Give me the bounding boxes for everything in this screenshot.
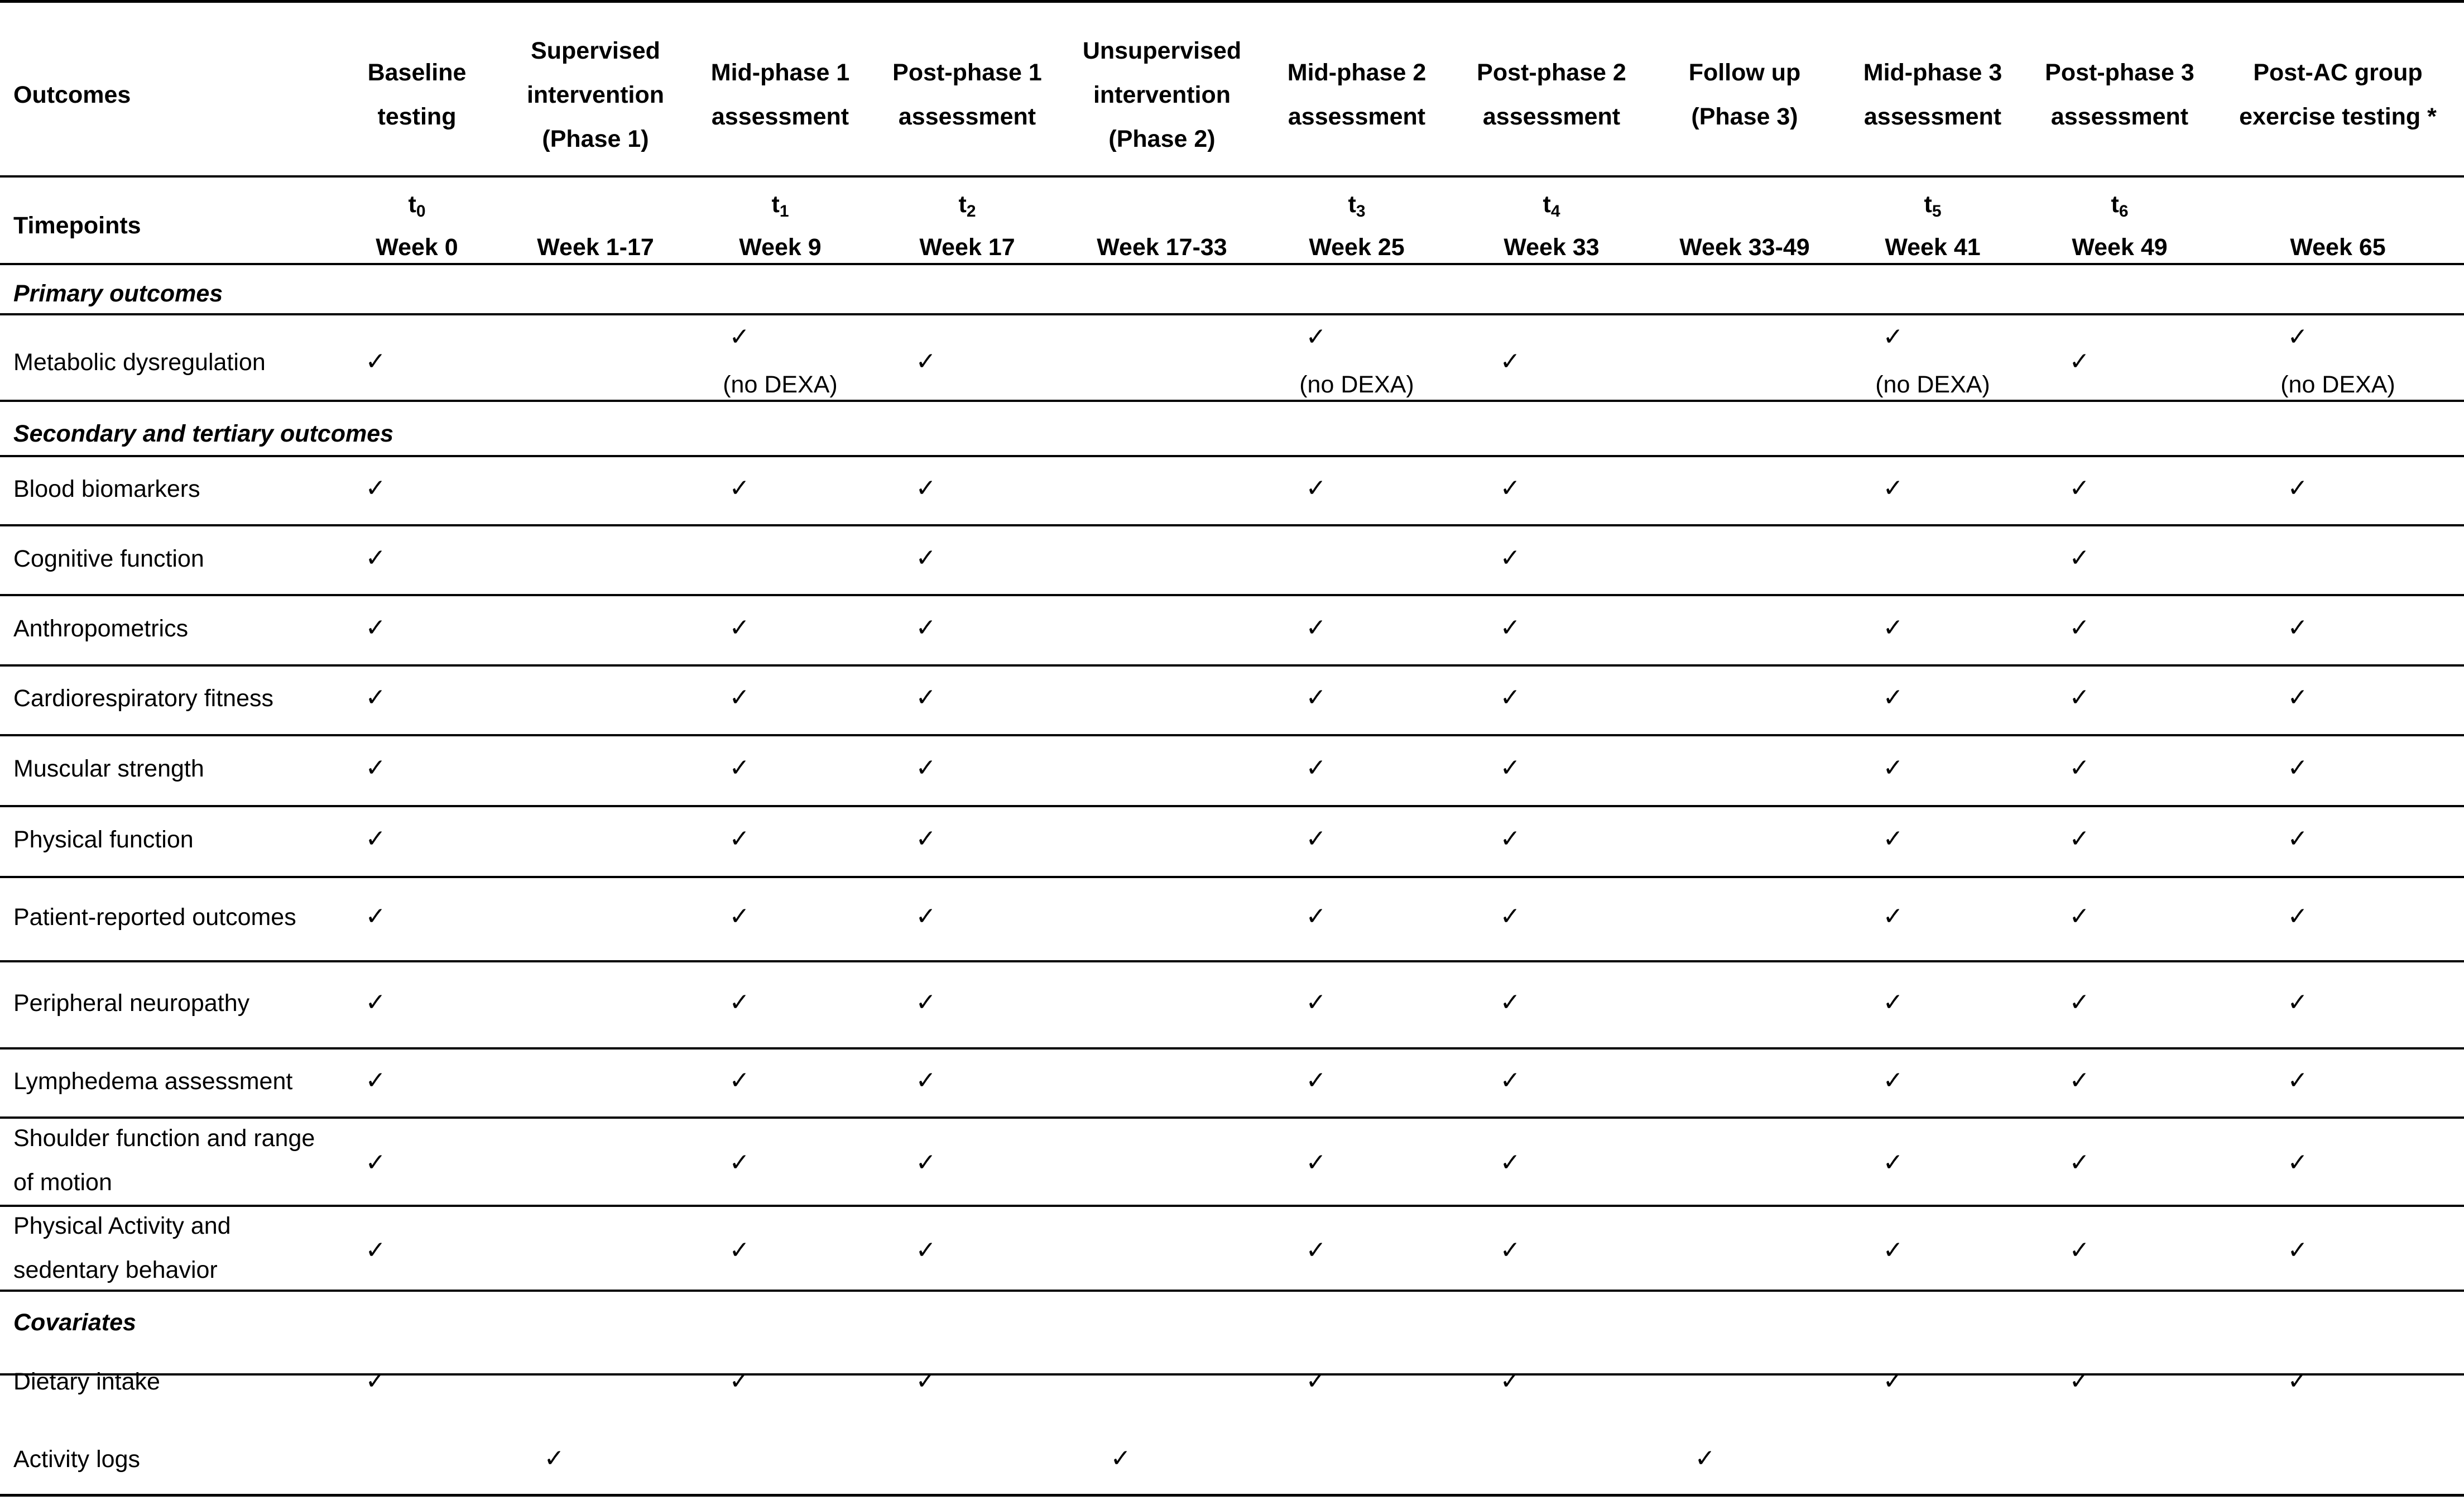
check-mark: ✓ bbox=[1305, 988, 1327, 1017]
timepoint-index: 5 bbox=[1932, 202, 1942, 221]
column-header-9: assessment bbox=[1863, 103, 2002, 130]
check-mark: ✓ bbox=[1305, 902, 1327, 931]
row-label: Physical function bbox=[13, 826, 194, 853]
check-mark: ✓ bbox=[915, 474, 936, 502]
timepoint-symbol: t bbox=[1543, 191, 1551, 218]
check-mark: ✓ bbox=[1500, 825, 1521, 853]
timepoint-week: Week 33-49 bbox=[1679, 234, 1810, 261]
check-mark: ✓ bbox=[1305, 614, 1327, 642]
row-label: Cognitive function bbox=[13, 545, 204, 572]
row-label: Muscular strength bbox=[13, 755, 204, 782]
check-mark: ✓ bbox=[365, 902, 386, 931]
table-rule bbox=[0, 594, 2464, 596]
timepoint-week: Week 1-17 bbox=[537, 234, 654, 261]
check-mark: ✓ bbox=[365, 1367, 386, 1395]
check-mark: ✓ bbox=[915, 988, 936, 1017]
check-mark: ✓ bbox=[2069, 683, 2090, 712]
row-label: Blood biomarkers bbox=[13, 476, 200, 502]
timepoint-week: Week 17-33 bbox=[1097, 234, 1227, 261]
check-mark: ✓ bbox=[2069, 614, 2090, 642]
check-mark: ✓ bbox=[1500, 614, 1521, 642]
timepoint-marker bbox=[1301, 193, 1413, 220]
table-rule bbox=[0, 1290, 2464, 1292]
column-header-9: Mid-phase 3 bbox=[1863, 59, 2002, 86]
column-header-3: assessment bbox=[711, 103, 849, 130]
no-dexa-note: (no DEXA) bbox=[1875, 371, 1990, 398]
timepoint-week: Week 9 bbox=[739, 234, 822, 261]
table-rule bbox=[0, 664, 2464, 667]
check-mark: ✓ bbox=[915, 614, 936, 642]
column-header-1: testing bbox=[377, 103, 457, 130]
check-mark: ✓ bbox=[1305, 683, 1327, 712]
table-rule bbox=[0, 960, 2464, 962]
column-header-5: intervention bbox=[1093, 82, 1231, 108]
table-rule bbox=[0, 1116, 2464, 1119]
table-rule bbox=[0, 1494, 2464, 1497]
table-rule bbox=[0, 1205, 2464, 1207]
timepoint-symbol: t bbox=[771, 191, 780, 218]
timepoint-symbol: t bbox=[2111, 191, 2119, 218]
table-rule bbox=[0, 524, 2464, 526]
check-mark: ✓ bbox=[729, 1367, 750, 1395]
check-mark: ✓ bbox=[365, 988, 386, 1017]
column-header-5: (Phase 2) bbox=[1108, 126, 1216, 152]
check-mark: ✓ bbox=[729, 1236, 750, 1264]
check-mark: ✓ bbox=[1305, 1148, 1327, 1177]
timepoint-marker bbox=[2064, 193, 2175, 220]
timepoint-marker bbox=[724, 193, 836, 220]
check-mark: ✓ bbox=[729, 683, 750, 712]
timepoint-marker bbox=[1496, 193, 1607, 220]
timepoint-week: Week 17 bbox=[919, 234, 1015, 261]
check-mark: ✓ bbox=[2069, 1066, 2090, 1095]
section-title: Primary outcomes bbox=[13, 280, 223, 307]
check-mark: ✓ bbox=[2069, 902, 2090, 931]
table-rule bbox=[0, 263, 2464, 265]
check-mark: ✓ bbox=[1305, 754, 1327, 782]
check-mark: ✓ bbox=[2287, 323, 2308, 351]
check-mark: ✓ bbox=[2287, 988, 2308, 1017]
check-mark: ✓ bbox=[729, 1066, 750, 1095]
column-header-1: Baseline bbox=[367, 59, 467, 86]
check-mark: ✓ bbox=[1882, 1148, 1904, 1177]
check-mark: ✓ bbox=[2069, 544, 2090, 572]
table-rule bbox=[0, 175, 2464, 178]
table-rule bbox=[0, 1047, 2464, 1049]
column-header-5: Unsupervised bbox=[1082, 37, 1242, 64]
no-dexa-note: (no DEXA) bbox=[723, 371, 838, 398]
check-mark: ✓ bbox=[365, 683, 386, 712]
timepoint-week: Week 0 bbox=[376, 234, 458, 261]
check-mark: ✓ bbox=[2287, 1236, 2308, 1264]
check-mark: ✓ bbox=[2069, 825, 2090, 853]
timepoint-marker bbox=[911, 193, 1023, 220]
row-label: Metabolic dysregulation bbox=[13, 349, 266, 376]
check-mark: ✓ bbox=[544, 1444, 565, 1473]
check-mark: ✓ bbox=[365, 544, 386, 572]
timepoint-index: 4 bbox=[1550, 202, 1560, 221]
timepoint-index: 2 bbox=[966, 202, 976, 221]
section-title: Secondary and tertiary outcomes bbox=[13, 420, 394, 447]
row-label: Physical Activity and sedentary behavior bbox=[13, 1213, 231, 1283]
check-mark: ✓ bbox=[1882, 988, 1904, 1017]
check-mark: ✓ bbox=[915, 754, 936, 782]
check-mark: ✓ bbox=[365, 474, 386, 502]
column-header-3: Mid-phase 1 bbox=[710, 59, 850, 86]
check-mark: ✓ bbox=[365, 614, 386, 642]
check-mark: ✓ bbox=[365, 754, 386, 782]
outcomes-header: Outcomes bbox=[13, 82, 131, 108]
check-mark: ✓ bbox=[729, 825, 750, 853]
check-mark: ✓ bbox=[1305, 1066, 1327, 1095]
column-header-8: (Phase 3) bbox=[1691, 103, 1798, 130]
check-mark: ✓ bbox=[729, 614, 750, 642]
check-mark: ✓ bbox=[1882, 1236, 1904, 1264]
check-mark: ✓ bbox=[1882, 323, 1904, 351]
no-dexa-note: (no DEXA) bbox=[1299, 371, 1414, 398]
row-label: Dietary intake bbox=[13, 1368, 160, 1395]
column-header-4: Post-phase 1 bbox=[892, 59, 1042, 86]
check-mark: ✓ bbox=[1500, 544, 1521, 572]
check-mark: ✓ bbox=[1305, 323, 1327, 351]
check-mark: ✓ bbox=[1500, 1367, 1521, 1395]
check-mark: ✓ bbox=[1882, 754, 1904, 782]
timepoint-index: 0 bbox=[416, 202, 426, 221]
check-mark: ✓ bbox=[2287, 474, 2308, 502]
timepoint-index: 1 bbox=[779, 202, 789, 221]
column-header-11: exercise testing * bbox=[2239, 103, 2437, 130]
timepoints-label: Timepoints bbox=[13, 212, 141, 239]
check-mark: ✓ bbox=[729, 474, 750, 502]
column-header-6: Mid-phase 2 bbox=[1287, 59, 1426, 86]
check-mark: ✓ bbox=[365, 1148, 386, 1177]
check-mark: ✓ bbox=[915, 683, 936, 712]
check-mark: ✓ bbox=[1882, 825, 1904, 853]
row-label: Cardiorespiratory fitness bbox=[13, 685, 274, 712]
column-header-8: Follow up bbox=[1688, 59, 1801, 86]
check-mark: ✓ bbox=[2069, 754, 2090, 782]
column-header-2: (Phase 1) bbox=[542, 126, 649, 152]
table-rule bbox=[0, 876, 2464, 878]
column-header-6: assessment bbox=[1288, 103, 1426, 130]
check-mark: ✓ bbox=[2069, 1367, 2090, 1395]
timepoint-symbol: t bbox=[1924, 191, 1932, 218]
row-label: Shoulder function and range of motion bbox=[13, 1125, 315, 1196]
check-mark: ✓ bbox=[729, 754, 750, 782]
column-header-10: Post-phase 3 bbox=[2045, 59, 2194, 86]
timepoint-symbol: t bbox=[408, 191, 416, 218]
row-label: Anthropometrics bbox=[13, 615, 189, 642]
check-mark: ✓ bbox=[1882, 1066, 1904, 1095]
check-mark: ✓ bbox=[1500, 988, 1521, 1017]
check-mark: ✓ bbox=[1305, 1367, 1327, 1395]
timepoint-week: Week 33 bbox=[1504, 234, 1600, 261]
table-rule bbox=[0, 0, 2464, 3]
timepoint-week: Week 25 bbox=[1309, 234, 1405, 261]
timepoint-marker bbox=[361, 193, 473, 220]
check-mark: ✓ bbox=[915, 1236, 936, 1264]
check-mark: ✓ bbox=[1882, 902, 1904, 931]
section-title: Covariates bbox=[13, 1309, 136, 1336]
check-mark: ✓ bbox=[1882, 683, 1904, 712]
column-header-2: intervention bbox=[526, 82, 665, 108]
check-mark: ✓ bbox=[915, 1066, 936, 1095]
check-mark: ✓ bbox=[2069, 347, 2090, 376]
check-mark: ✓ bbox=[729, 323, 750, 351]
check-mark: ✓ bbox=[365, 1066, 386, 1095]
check-mark: ✓ bbox=[2287, 825, 2308, 853]
check-mark: ✓ bbox=[2287, 1066, 2308, 1095]
check-mark: ✓ bbox=[1500, 1236, 1521, 1264]
check-mark: ✓ bbox=[1110, 1444, 1131, 1473]
check-mark: ✓ bbox=[1305, 825, 1327, 853]
timepoint-index: 3 bbox=[1356, 202, 1366, 221]
timepoint-week: Week 41 bbox=[1885, 234, 1981, 261]
row-label: Patient-reported outcomes bbox=[13, 904, 296, 931]
check-mark: ✓ bbox=[915, 1367, 936, 1395]
check-mark: ✓ bbox=[1500, 754, 1521, 782]
column-header-10: assessment bbox=[2050, 103, 2189, 130]
check-mark: ✓ bbox=[729, 902, 750, 931]
check-mark: ✓ bbox=[365, 825, 386, 853]
table-rule bbox=[0, 400, 2464, 402]
check-mark: ✓ bbox=[1500, 1066, 1521, 1095]
column-header-7: assessment bbox=[1482, 103, 1621, 130]
check-mark: ✓ bbox=[2287, 683, 2308, 712]
check-mark: ✓ bbox=[2287, 614, 2308, 642]
check-mark: ✓ bbox=[1882, 614, 1904, 642]
row-label: Lymphedema assessment bbox=[13, 1068, 293, 1095]
check-mark: ✓ bbox=[2287, 1367, 2308, 1395]
check-mark: ✓ bbox=[365, 347, 386, 376]
table-rule bbox=[0, 805, 2464, 807]
timepoint-week: Week 49 bbox=[2072, 234, 2168, 261]
check-mark: ✓ bbox=[1882, 474, 1904, 502]
check-mark: ✓ bbox=[915, 347, 936, 376]
check-mark: ✓ bbox=[915, 544, 936, 572]
check-mark: ✓ bbox=[365, 1236, 386, 1264]
check-mark: ✓ bbox=[915, 1148, 936, 1177]
check-mark: ✓ bbox=[1500, 347, 1521, 376]
check-mark: ✓ bbox=[729, 988, 750, 1017]
check-mark: ✓ bbox=[1500, 683, 1521, 712]
check-mark: ✓ bbox=[2069, 474, 2090, 502]
check-mark: ✓ bbox=[1305, 474, 1327, 502]
row-label: Activity logs bbox=[13, 1446, 141, 1473]
check-mark: ✓ bbox=[2069, 988, 2090, 1017]
check-mark: ✓ bbox=[729, 1148, 750, 1177]
check-mark: ✓ bbox=[1500, 1148, 1521, 1177]
check-mark: ✓ bbox=[1694, 1444, 1716, 1473]
check-mark: ✓ bbox=[2069, 1148, 2090, 1177]
check-mark: ✓ bbox=[2287, 1148, 2308, 1177]
column-header-2: Supervised bbox=[531, 37, 660, 64]
timepoint-index: 6 bbox=[2119, 202, 2129, 221]
check-mark: ✓ bbox=[2287, 754, 2308, 782]
column-header-11: Post-AC group bbox=[2253, 59, 2423, 86]
no-dexa-note: (no DEXA) bbox=[2280, 371, 2395, 398]
check-mark: ✓ bbox=[1882, 1367, 1904, 1395]
check-mark: ✓ bbox=[2287, 902, 2308, 931]
check-mark: ✓ bbox=[2069, 1236, 2090, 1264]
check-mark: ✓ bbox=[915, 902, 936, 931]
timepoint-marker bbox=[1877, 193, 1989, 220]
timepoint-week: Week 65 bbox=[2290, 234, 2386, 261]
timepoint-symbol: t bbox=[1348, 191, 1356, 218]
row-label: Peripheral neuropathy bbox=[13, 990, 250, 1017]
column-header-4: assessment bbox=[898, 103, 1036, 130]
check-mark: ✓ bbox=[1500, 902, 1521, 931]
table-rule bbox=[0, 734, 2464, 736]
timepoint-symbol: t bbox=[958, 191, 967, 218]
check-mark: ✓ bbox=[1500, 474, 1521, 502]
column-header-7: Post-phase 2 bbox=[1477, 59, 1626, 86]
check-mark: ✓ bbox=[915, 825, 936, 853]
table-rule bbox=[0, 313, 2464, 315]
check-mark: ✓ bbox=[1305, 1236, 1327, 1264]
